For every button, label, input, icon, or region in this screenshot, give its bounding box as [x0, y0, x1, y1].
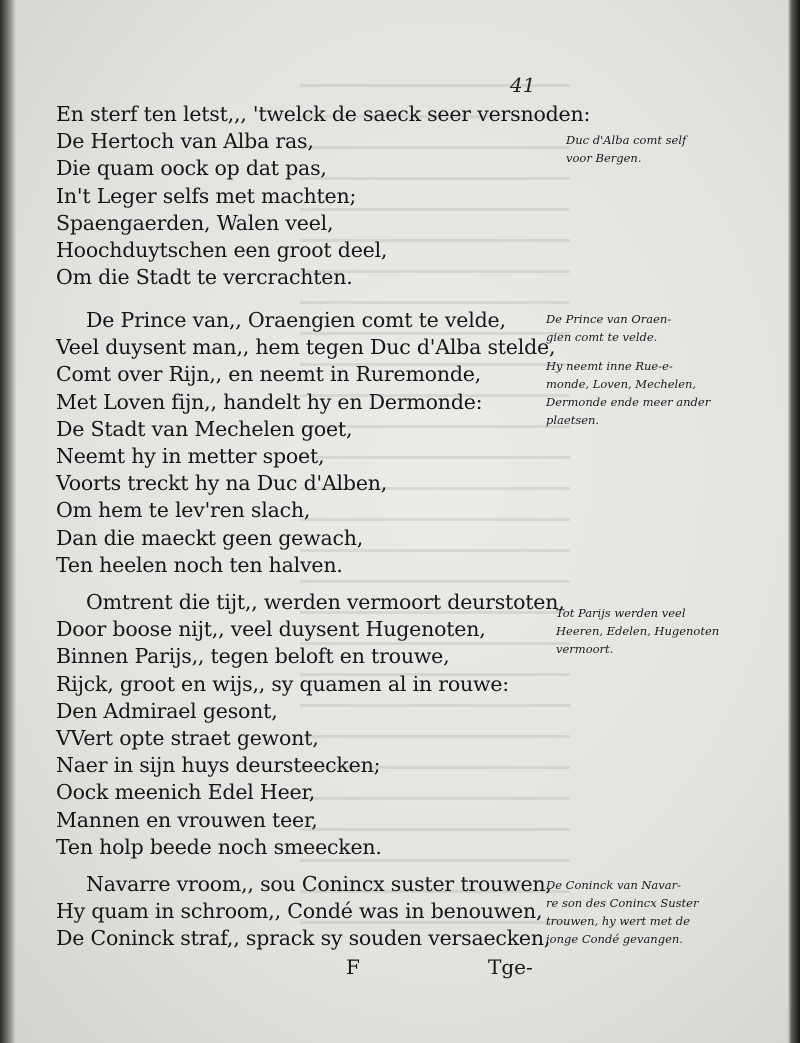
verse-line: Mannen en vrouwen teer, — [56, 807, 318, 832]
stanza-2 — [56, 307, 556, 579]
marginal-note-line: Hy neemt inne Rue-e- — [546, 359, 673, 373]
verse-line: Met Loven fijn,, handelt hy en Dermonde: — [56, 389, 483, 414]
left-page-edge — [0, 0, 16, 1043]
marginal-note-line: Heeren, Edelen, Hugenoten — [556, 624, 720, 638]
catchword: Tge- — [488, 955, 533, 979]
verse-line: Ten heelen noch ten halven. — [56, 552, 343, 577]
marginal-note-line: gien comt te velde. — [546, 330, 658, 344]
marginal-note-line: re son des Conincx Suster — [546, 896, 699, 910]
page-number: 41 — [510, 73, 536, 97]
verse-line: Omtrent die tijt,, werden vermoort deurstoten, — [86, 590, 565, 614]
verse-line: Navarre vroom,, sou Conincx suster trouwen, — [86, 872, 552, 896]
verse-line: Om die Stadt te vercrachten. — [56, 265, 353, 290]
verse-line: Hy quam in schroom,, Condé was in benouwen, — [56, 899, 543, 924]
marginal-note — [546, 310, 716, 346]
stanza-1 — [56, 101, 591, 291]
verse-line: Die quam oock op dat pas, — [56, 156, 327, 181]
verse-line: In't Leger selfs met machten; — [56, 183, 357, 208]
marginal-note-line: vermoort. — [556, 642, 614, 656]
marginal-note-line: Duc d'Alba comt self — [566, 133, 687, 147]
marginal-note — [546, 876, 716, 948]
marginal-note-line: trouwen, hy wert met de — [546, 914, 690, 928]
marginal-note-line: voor Bergen. — [566, 151, 642, 165]
marginal-note-line: De Prince van Oraen- — [546, 312, 672, 326]
verse-line: Den Admirael gesont, — [56, 698, 278, 723]
marginal-note-line: plaetsen. — [546, 413, 600, 427]
verse-line: En sterf ten letst,,, 'twelck de saeck seer versnoden: — [56, 102, 591, 126]
verse-line: Rijck, groot en wijs,, sy quamen al in rouwe: — [56, 671, 509, 696]
verse-line: De Hertoch van Alba ras, — [56, 129, 314, 154]
verse-line: Naer in sijn huys deursteecken; — [56, 753, 381, 778]
marginal-note — [556, 604, 726, 658]
marginal-note — [546, 357, 716, 429]
marginal-note-line: ionge Condé gevangen. — [546, 932, 683, 946]
verse-line: De Stadt van Mechelen goet, — [56, 416, 353, 441]
verse-line: Voorts treckt hy na Duc d'Alben, — [56, 471, 388, 496]
marginal-note-line: Dermonde ende meer ander — [546, 395, 711, 409]
marginal-note — [566, 131, 736, 167]
marginal-note-line: monde, Loven, Mechelen, — [546, 377, 697, 391]
verse-line: Door boose nijt,, veel duysent Hugenoten, — [56, 617, 486, 642]
verse-line: Om hem te lev'ren slach, — [56, 498, 311, 523]
right-page-edge — [788, 0, 800, 1043]
stanza-4 — [56, 871, 552, 953]
verse-line: De Coninck straf,, sprack sy souden versaecken, — [56, 926, 551, 951]
stanza-3 — [56, 589, 565, 861]
verse-line: Spaengaerden, Walen veel, — [56, 210, 334, 235]
verse-line: VVert opte straet gewont, — [56, 725, 319, 750]
verse-line: Ten holp beede noch smeecken. — [56, 834, 382, 859]
marginal-note-line: Tot Parijs werden veel — [556, 606, 686, 620]
marginal-note-line: De Coninck van Navar- — [546, 878, 682, 892]
verse-line: Binnen Parijs,, tegen beloft en trouwe, — [56, 644, 450, 669]
signature-mark: F — [346, 955, 360, 979]
verse-line: Comt over Rijn,, en neemt in Ruremonde, — [56, 362, 482, 387]
verse-line: De Prince van,, Oraengien comt te velde, — [86, 308, 506, 332]
verse-line: Neemt hy in metter spoet, — [56, 443, 325, 468]
verse-line: Dan die maeckt geen gewach, — [56, 525, 364, 550]
verse-line: Oock meenich Edel Heer, — [56, 780, 316, 805]
verse-line: Veel duysent man,, hem tegen Duc d'Alba stelde, — [56, 335, 556, 360]
verse-line: Hoochduytschen een groot deel, — [56, 237, 388, 262]
